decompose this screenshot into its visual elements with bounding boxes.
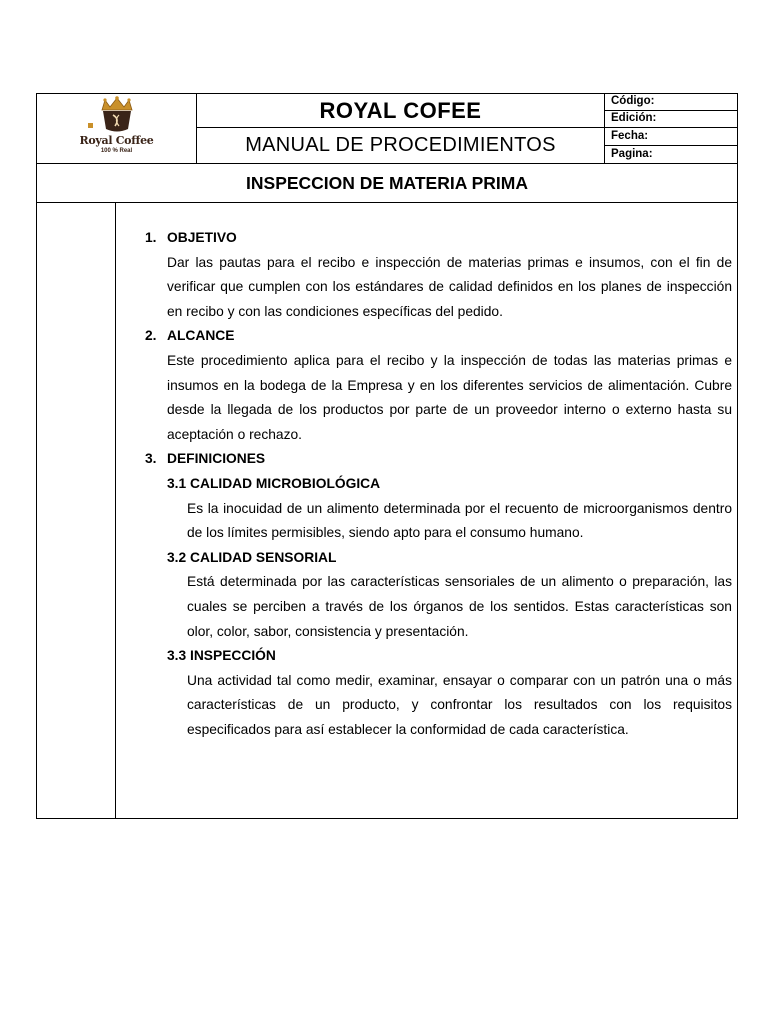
header-divider — [604, 127, 738, 128]
subsection-paragraph: Está determinada por las características sensoriales de un alimento o preparación, las cuales se perciben a través de los órganos de los sentidos. Estas características son olor, color, sabor, consistencia y presentación. — [187, 574, 732, 639]
section-heading — [145, 447, 732, 472]
section-number: 3. — [145, 451, 157, 467]
header-divider — [604, 145, 738, 146]
logo-name: Royal Coffee — [79, 133, 154, 147]
subsection-title: 3.3 INSPECCIÓN — [167, 648, 276, 664]
logo-cell — [37, 94, 196, 163]
royal-coffee-logo — [72, 96, 162, 162]
codigo-label: Código: — [611, 95, 655, 107]
section-number: 2. — [145, 328, 157, 344]
section-title: ALCANCE — [167, 328, 235, 344]
subsection-paragraph: Es la inocuidad de un alimento determinada por el recuento de microorganismos dentro de los límites permisibles, siendo apto para el consumo humano. — [187, 500, 732, 541]
crown-cup-icon — [72, 96, 162, 136]
document-title: INSPECCION DE MATERIA PRIMA — [246, 172, 528, 193]
section-heading — [145, 324, 732, 349]
edicion-label: Edición: — [611, 112, 657, 124]
section-number: 1. — [145, 230, 157, 245]
section-title: OBJETIVO — [167, 230, 237, 245]
section-title: DEFINICIONES — [167, 451, 266, 467]
subsection-title: 3.2 CALIDAD SENSORIAL — [167, 549, 337, 565]
pagina-label: Pagina: — [611, 148, 653, 160]
body-left-column-line — [115, 202, 116, 819]
section-paragraph: Este procedimiento aplica para el recibo y la inspección de todas las materias primas e insumos en la bodega de la Empresa y en los diferentes servicios de alimentación. Cubre desde la llegada de los productos por parte de un proveedor interno o externo hasta su aceptación o rechazo. — [167, 352, 732, 442]
company-name: ROYAL COFEE — [319, 97, 482, 123]
logo-tagline: 100 % Real — [100, 147, 133, 154]
document-body — [145, 226, 732, 742]
header-divider — [604, 93, 605, 164]
title-bottom-line — [36, 202, 738, 203]
manual-title: MANUAL DE PROCEDIMIENTOS — [245, 134, 556, 156]
fecha-label: Fecha: — [611, 130, 649, 142]
section-heading — [145, 226, 732, 251]
section-paragraph: Dar las pautas para el recibo e inspección de materias primas e insumos, con el fin de verificar que cumplen con los estándares de calidad definidos en los planes de inspección en recibo y con las condiciones específicas del pedido. — [167, 254, 732, 319]
subsection-paragraph: Una actividad tal como medir, examinar, ensayar o comparar con un patrón una o más características de un producto, y confrontar los resultados con los requisitos especificados para así establecer la conformidad de cada característica. — [187, 672, 732, 737]
subsection-title: 3.1 CALIDAD MICROBIOLÓGICA — [167, 475, 381, 491]
